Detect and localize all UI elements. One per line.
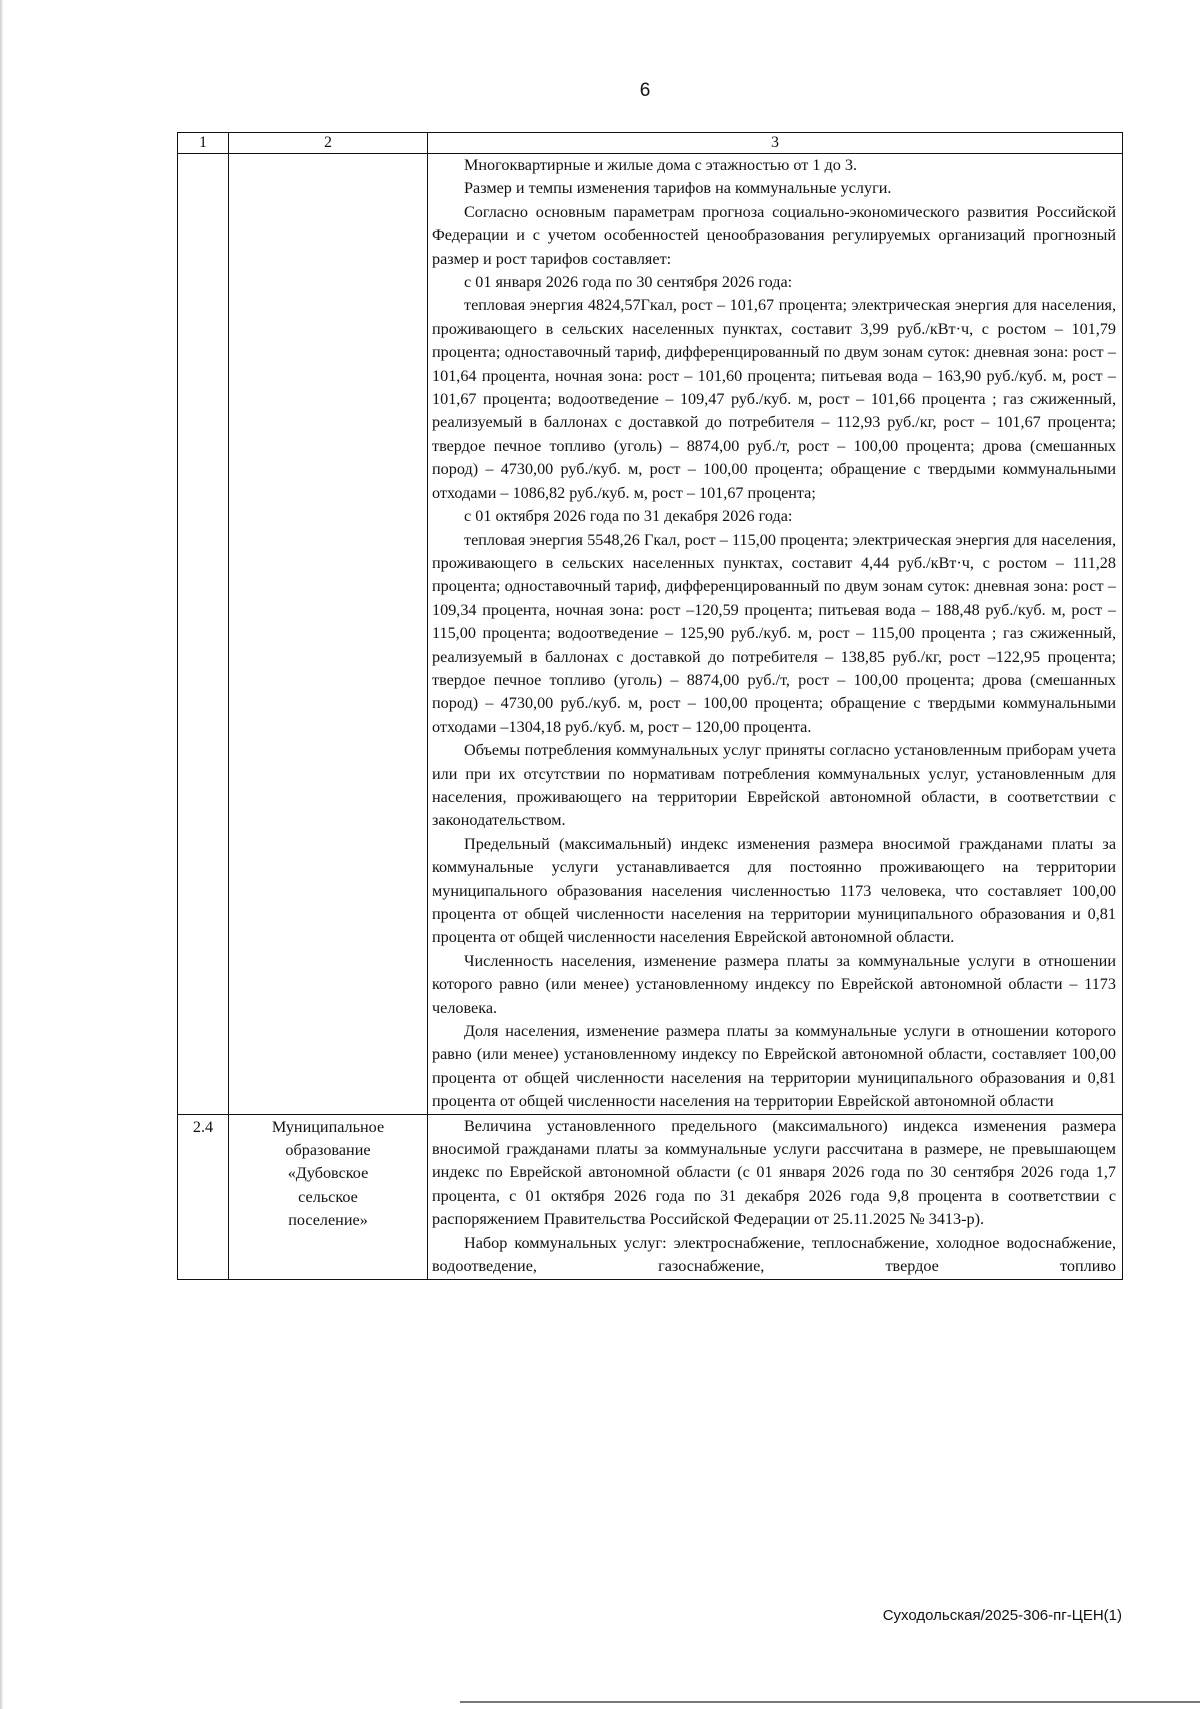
paragraph: Набор коммунальных услуг: электроснабжение, теплоснабжение, холодное водоснабжение, водоотведение, газоснабжение, твердое топливо [432, 1233, 1116, 1276]
table-row [178, 154, 1123, 1115]
paragraph: Согласно основным параметрам прогноза социально-экономического развития Российской Федерации и с учетом особенностей ценообразования регулируемых организаций прогнозный размер и рост тарифов составляет: [432, 202, 1116, 268]
entity-line: Муниципальное [271, 1117, 385, 1136]
entity-line: образование [285, 1141, 371, 1160]
page-number: 6 [639, 80, 651, 101]
tariff-table [177, 132, 1123, 1280]
paragraph: Численность населения, изменение размера платы за коммунальные услуги в отношении которого равно (или менее) установленному индексу по Еврейской автономной области – 1173 человека. [432, 951, 1116, 1017]
row-entity [229, 1114, 428, 1279]
scan-bottom-edge [460, 1701, 1200, 1703]
paragraph: Многоквартирные и жилые дома с этажностью от 1 до 3. [464, 156, 857, 174]
row-number: 2.4 [178, 1114, 229, 1279]
paragraph: тепловая энергия 4824,57Гкал, рост – 101,67 процента; электрическая энергия для населения, проживающего в сельских населенных пунктах, составит 3,99 руб./кВт·ч, с ростом – 101,79 процента; одноставочный тариф, дифференцированный по двум зонам суток: дневная зона: рост – 101,64 процента, ночная зона: рост – 101,60 процента; питьевая вода – 163,90 руб./куб. м, рост – 101,67 процента; водоотведение – 109,47 руб./куб. м, рост – 101,66 процента ; газ сжиженный, реализуемый в баллонах с доставкой до потребителя – 112,93 руб./кг, рост – 101,67 процента; твердое печное топливо (уголь) – 8874,00 руб./т, рост – 100,00 процента; дрова (смешанных пород) – 4730,00 руб./куб. м, рост – 100,00 процента; обращение с твердыми коммунальными отходами – 1086,82 руб./куб. м, рост – 101,67 процента; [432, 296, 1116, 502]
header-col-2: 2 [229, 133, 428, 154]
row-content [428, 154, 1123, 1115]
header-col-3: 3 [428, 133, 1123, 154]
header-col-1: 1 [178, 133, 229, 154]
scan-left-edge [0, 0, 3, 1709]
row-entity [229, 154, 428, 1115]
paragraph: Предельный (максимальный) индекс изменения размера вносимой гражданами платы за коммунальные услуги устанавливается для постоянно проживающего на территории муниципального образования населения численностью 1173 человека, что составляет 100,00 процента от общей численности населения на территории муниципального образования и 0,81 процента от общей численности населения Еврейской автономной области. [432, 834, 1116, 947]
paragraph: с 01 октября 2026 года по 31 декабря 2026 года: [464, 507, 793, 526]
row-number [178, 154, 229, 1115]
entity-line: сельское [298, 1187, 358, 1206]
paragraph: Величина установленного предельного (максимального) индекса изменения размера вносимой гражданами платы за коммунальные услуги рассчитана в размере, не превышающем индекс по Еврейской автономной области (с 01 января 2026 года по 30 сентября 2026 года 1,7 процента, с 01 октября 2026 года по 31 декабря 2026 года 9,8 процента в соответствии с распоряжением Правительства Российской Федерации от 25.11.2025 № 3413-р). [432, 1116, 1116, 1229]
paragraph: с 01 января 2026 года по 30 сентября 2026 года: [464, 273, 793, 292]
table-header-row [178, 133, 1123, 154]
row-content [428, 1114, 1123, 1279]
entity-line: «Дубовское [287, 1164, 369, 1183]
entity-line: поселение» [288, 1211, 368, 1230]
paragraph: тепловая энергия 5548,26 Гкал, рост – 115,00 процента; электрическая энергия для населения, проживающего в сельских населенных пунктах, составит 4,44 руб./кВт·ч, с ростом – 111,28 процента; одноставочный тариф, дифференцированный по двум зонам суток: дневная зона: рост – 109,34 процента, ночная зона: рост –120,59 процента; питьевая вода – 188,48 руб./куб. м, рост – 115,00 процента; водоотведение – 125,90 руб./куб. м, рост – 115,00 процента ; газ сжиженный, реализуемый в баллонах с доставкой до потребителя – 138,85 руб./кг, рост –122,95 процента; твердое печное топливо (уголь) – 8874,00 руб./т, рост – 100,00 процента; дрова (смешанных пород) – 4730,00 руб./куб. м, рост – 100,00 процента; обращение с твердыми коммунальными отходами –1304,18 руб./куб. м, рост – 120,00 процента. [432, 530, 1116, 736]
paragraph: Объемы потребления коммунальных услуг приняты согласно установленным приборам учета или при их отсутствии по нормативам потребления коммунальных услуг, установленным для населения, проживающего на территории Еврейской автономной области, в соответствии с законодательством. [432, 741, 1116, 830]
table-row [178, 1114, 1123, 1279]
document-code: Суходольская/2025-306-пг-ЦЕН(1) [882, 1607, 1122, 1624]
paragraph: Размер и темпы изменения тарифов на коммунальные услуги. [464, 179, 892, 198]
paragraph: Доля населения, изменение размера платы за коммунальные услуги в отношении которого равно (или менее) установленному индексу по Еврейской автономной области, составляет 100,00 процента от общей численности населения на территории муниципального образования и 0,81 процента от общей численности населения на территории Еврейской автономной области [432, 1022, 1116, 1111]
